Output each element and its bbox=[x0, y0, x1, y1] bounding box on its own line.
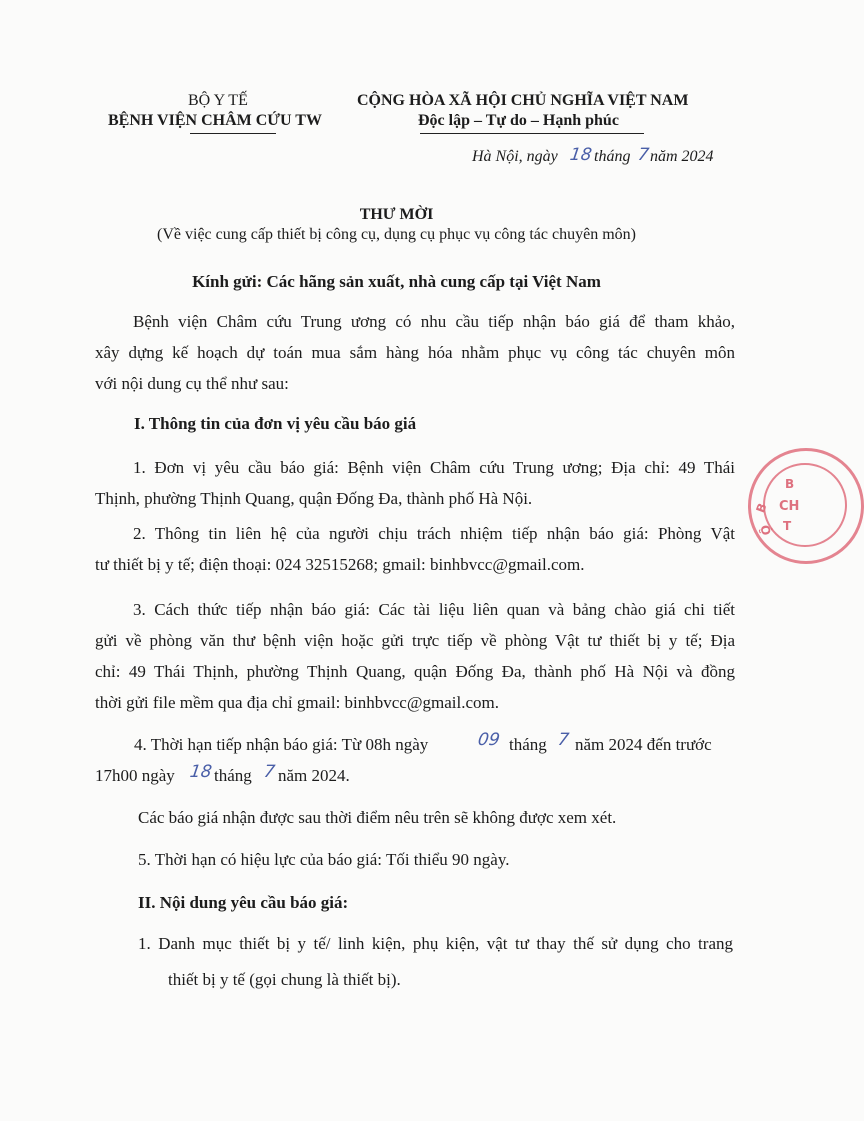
intro-line: Bệnh viện Châm cứu Trung ương có nhu cầu tiếp nhận báo giá để tham khảo, bbox=[133, 312, 735, 331]
national-motto: Độc lập – Tự do – Hạnh phúc bbox=[418, 112, 619, 129]
item-line: thời gửi file mềm qua địa chỉ gmail: binhbvcc@gmail.com. bbox=[95, 693, 499, 712]
ministry-name: BỘ Y TẾ bbox=[188, 92, 248, 109]
handwritten-month: 7 bbox=[636, 145, 651, 165]
seal-letter: B bbox=[785, 477, 795, 491]
country-name: CỘNG HÒA XÃ HỘI CHỦ NGHĨA VIỆT NAM bbox=[357, 92, 689, 109]
seal-inner-ring bbox=[763, 463, 847, 547]
hospital-underline bbox=[190, 133, 276, 134]
section-1-item-3 bbox=[95, 594, 735, 718]
document-subtitle: (Về việc cung cấp thiết bị công cụ, dụng cụ phục vụ công tác chuyên môn) bbox=[157, 226, 636, 243]
handwritten-start-day: 09 bbox=[476, 730, 502, 750]
date-year: năm 2024 bbox=[650, 148, 714, 165]
handwritten-end-month: 7 bbox=[262, 762, 277, 782]
date-month-label: tháng bbox=[594, 148, 631, 165]
intro-line: xây dựng kế hoạch dự toán mua sắm hàng hóa nhằm phục vụ công tác chuyên môn bbox=[95, 343, 735, 362]
section-1-item-2 bbox=[95, 518, 735, 580]
item-line: 3. Cách thức tiếp nhận báo giá: Các tài liệu liên quan và bảng chào giá chi tiết bbox=[133, 600, 735, 619]
document-title: THƯ MỜI bbox=[359, 206, 434, 223]
handwritten-day: 18 bbox=[568, 145, 594, 165]
intro-line: với nội dung cụ thể như sau: bbox=[95, 374, 289, 393]
item-line: 1. Đơn vị yêu cầu báo giá: Bệnh viện Châm cứu Trung ương; Địa chỉ: 49 Thái bbox=[133, 458, 735, 477]
official-seal bbox=[748, 448, 864, 564]
handwritten-start-month: 7 bbox=[556, 730, 571, 750]
section-1-item-5: 5. Thời hạn có hiệu lực của báo giá: Tối thiểu 90 ngày. bbox=[138, 850, 510, 869]
item-line: Thịnh, phường Thịnh Quang, quận Đống Đa, thành phố Hà Nội. bbox=[95, 489, 533, 508]
motto-underline bbox=[420, 133, 644, 134]
item-4-text-c: năm 2024 đến trước bbox=[575, 735, 712, 754]
item-line: chỉ: 49 Thái Thịnh, phường Thịnh Quang, quận Đống Đa, thành phố Hà Nội và đồng bbox=[95, 662, 735, 681]
item-line: 2. Thông tin liên hệ của người chịu trách nhiệm tiếp nhận báo giá: Phòng Vật bbox=[133, 524, 735, 543]
item-4-text-b: tháng bbox=[509, 735, 547, 754]
item-4-text-e: tháng bbox=[214, 766, 252, 785]
item-line: 1. Danh mục thiết bị y tế/ linh kiện, phụ kiện, vật tư thay thế sử dụng cho trang bbox=[138, 934, 733, 953]
section-2-item-1 bbox=[138, 926, 733, 998]
seal-letter: B bbox=[753, 501, 770, 515]
item-line: thiết bị y tế (gọi chung là thiết bị). bbox=[168, 970, 401, 989]
recipient-line: Kính gửi: Các hãng sản xuất, nhà cung cấp tại Việt Nam bbox=[192, 272, 601, 291]
seal-letter: CH bbox=[779, 499, 800, 514]
intro-paragraph bbox=[95, 306, 735, 399]
deadline-note: Các báo giá nhận được sau thời điểm nêu trên sẽ không được xem xét. bbox=[138, 808, 617, 827]
section-1-item-1 bbox=[95, 452, 735, 514]
item-4-text-f: năm 2024. bbox=[278, 766, 350, 785]
section-2-heading: II. Nội dung yêu cầu báo giá: bbox=[138, 893, 349, 912]
handwritten-end-day: 18 bbox=[188, 762, 214, 782]
item-line: gửi về phòng văn thư bệnh viện hoặc gửi trực tiếp về phòng Vật tư thiết bị y tế; Địa bbox=[95, 631, 735, 650]
date-prefix: Hà Nội, ngày bbox=[472, 148, 558, 165]
item-4-text-a: 4. Thời hạn tiếp nhận báo giá: Từ 08h ngày bbox=[134, 735, 429, 754]
hospital-name: BỆNH VIỆN CHÂM CỨU TW bbox=[108, 112, 322, 129]
seal-letter: T bbox=[783, 519, 792, 533]
seal-letter: Ộ bbox=[758, 523, 774, 537]
item-4-text-d: 17h00 ngày bbox=[95, 766, 175, 785]
item-line: tư thiết bị y tế; điện thoại: 024 32515268; gmail: binhbvcc@gmail.com. bbox=[95, 555, 585, 574]
section-1-heading: I. Thông tin của đơn vị yêu cầu báo giá bbox=[134, 414, 417, 433]
